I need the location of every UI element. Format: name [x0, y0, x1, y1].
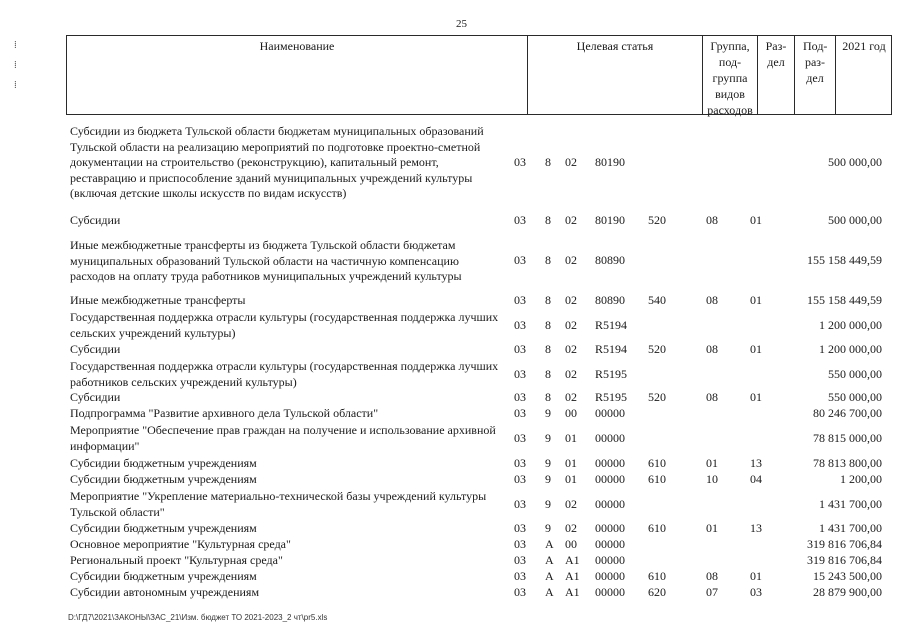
header-subsection: Под- раз- дел	[803, 39, 828, 85]
row-code-1: 03	[514, 521, 526, 535]
row-code-1: 03	[514, 155, 526, 169]
row-code-3: 00	[565, 537, 577, 551]
row-code-4: R5195	[595, 390, 628, 404]
row-amount: 28 879 900,00	[813, 585, 882, 599]
row-code-4: 80890	[595, 253, 625, 267]
row-code-1: 03	[514, 537, 526, 551]
header-group: Группа, под- группа видов расходов	[707, 39, 753, 117]
row-code-2: 9	[545, 456, 551, 470]
row-code-1: 03	[514, 569, 526, 583]
row-group: 610	[648, 569, 666, 583]
row-code-1: 03	[514, 390, 526, 404]
row-code-3: А1	[565, 585, 580, 599]
row-code-1: 03	[514, 318, 526, 332]
row-code-2: А	[545, 585, 554, 599]
row-code-1: 03	[514, 472, 526, 486]
row-code-3: 02	[565, 521, 577, 535]
row-code-4: R5194	[595, 318, 628, 332]
row-name: Мероприятие "Обеспечение прав граждан на получение и использование архивной информации"	[70, 423, 496, 453]
row-code-3: 02	[565, 253, 577, 267]
row-amount: 1 200 000,00	[819, 342, 882, 356]
row-code-3: 02	[565, 213, 577, 227]
row-code-4: 00000	[595, 521, 625, 535]
row-code-4: 00000	[595, 406, 625, 420]
row-section: 01	[706, 456, 718, 470]
row-section: 10	[706, 472, 718, 486]
row-subsection: 13	[750, 456, 762, 470]
row-group: 610	[648, 472, 666, 486]
row-code-1: 03	[514, 585, 526, 599]
row-section: 08	[706, 342, 718, 356]
row-code-2: 8	[545, 155, 551, 169]
row-group: 520	[648, 342, 666, 356]
row-amount: 1 200 000,00	[819, 318, 882, 332]
row-group: 610	[648, 521, 666, 535]
row-subsection: 13	[750, 521, 762, 535]
row-amount: 319 816 706,84	[807, 537, 882, 551]
row-amount: 155 158 449,59	[807, 293, 882, 307]
header-section: Раз- дел	[765, 39, 787, 69]
row-section: 08	[706, 213, 718, 227]
row-code-1: 03	[514, 497, 526, 511]
row-name: Субсидии	[70, 213, 121, 227]
row-name: Региональный проект "Культурная среда"	[70, 553, 283, 567]
row-code-3: 01	[565, 472, 577, 486]
row-amount: 1 431 700,00	[819, 521, 882, 535]
row-code-2: 8	[545, 293, 551, 307]
row-code-4: R5195	[595, 367, 628, 381]
row-code-4: 80190	[595, 213, 625, 227]
row-code-3: 02	[565, 367, 577, 381]
row-code-2: А	[545, 537, 554, 551]
row-code-4: 00000	[595, 497, 625, 511]
row-code-2: 8	[545, 367, 551, 381]
row-amount: 78 813 800,00	[813, 456, 882, 470]
row-name: Государственная поддержка отрасли культуры (государственная поддержка лучших сельских учреждений культуры)	[70, 310, 499, 340]
row-code-3: 02	[565, 390, 577, 404]
row-code-1: 03	[514, 293, 526, 307]
row-name: Субсидии бюджетным учреждениям	[70, 472, 257, 486]
row-amount: 319 816 706,84	[807, 553, 882, 567]
header-name: Наименование	[259, 39, 335, 53]
row-code-2: А	[545, 569, 554, 583]
row-amount: 1 431 700,00	[819, 497, 882, 511]
row-code-3: А1	[565, 553, 580, 567]
row-code-4: 00000	[595, 537, 625, 551]
row-amount: 1 200,00	[840, 472, 882, 486]
row-code-4: 00000	[595, 569, 625, 583]
row-section: 08	[706, 293, 718, 307]
row-code-4: 00000	[595, 585, 625, 599]
row-name: Подпрограмма "Развитие архивного дела Тульской области"	[70, 406, 379, 420]
row-amount: 155 158 449,59	[807, 253, 882, 267]
row-code-2: 9	[545, 431, 551, 445]
row-name: Государственная поддержка отрасли культуры (государственная поддержка лучших работников сельских учреждений культуры)	[70, 359, 499, 389]
row-name: Основное мероприятие "Культурная среда"	[70, 537, 291, 551]
row-code-4: 80890	[595, 293, 625, 307]
row-name: Субсидии бюджетным учреждениям	[70, 456, 257, 470]
file-path-footer: D:\ГД7\2021\ЗАКОНЫ\ЗАС_21\Изм. бюджет ТО 2021-2023_2 чт\pr5.xls	[68, 613, 328, 622]
row-code-4: 00000	[595, 431, 625, 445]
row-code-3: 02	[565, 318, 577, 332]
row-amount: 78 815 000,00	[813, 431, 882, 445]
row-code-3: А1	[565, 569, 580, 583]
row-amount: 500 000,00	[828, 213, 882, 227]
row-code-2: 9	[545, 406, 551, 420]
row-amount: 500 000,00	[828, 155, 882, 169]
row-code-2: 8	[545, 318, 551, 332]
row-code-2: 8	[545, 342, 551, 356]
page-number: 25	[456, 18, 467, 30]
row-amount: 15 243 500,00	[813, 569, 882, 583]
row-code-3: 02	[565, 293, 577, 307]
row-name: Иные межбюджетные трансферты	[70, 293, 246, 307]
row-name: Субсидии бюджетным учреждениям	[70, 569, 257, 583]
row-code-4: 00000	[595, 456, 625, 470]
row-code-4: 00000	[595, 472, 625, 486]
row-amount: 550 000,00	[828, 390, 882, 404]
row-code-1: 03	[514, 553, 526, 567]
row-code-4: 80190	[595, 155, 625, 169]
row-subsection: 01	[750, 569, 762, 583]
row-code-3: 02	[565, 497, 577, 511]
row-code-2: 8	[545, 213, 551, 227]
row-code-1: 03	[514, 406, 526, 420]
row-code-3: 00	[565, 406, 577, 420]
row-name: Субсидии	[70, 390, 121, 404]
row-code-1: 03	[514, 213, 526, 227]
row-name: Субсидии бюджетным учреждениям	[70, 521, 257, 535]
margin-marks: ⁞ ⁞ ⁞	[14, 40, 17, 91]
row-code-2: 9	[545, 472, 551, 486]
row-subsection: 01	[750, 293, 762, 307]
row-amount: 550 000,00	[828, 367, 882, 381]
row-subsection: 01	[750, 342, 762, 356]
row-code-2: 8	[545, 253, 551, 267]
row-code-1: 03	[514, 456, 526, 470]
row-section: 01	[706, 521, 718, 535]
row-group: 620	[648, 585, 666, 599]
row-subsection: 01	[750, 390, 762, 404]
header-year: 2021 год	[842, 39, 886, 53]
row-code-3: 02	[565, 155, 577, 169]
row-code-1: 03	[514, 431, 526, 445]
row-subsection: 04	[750, 472, 762, 486]
row-group: 520	[648, 213, 666, 227]
row-name: Субсидии автономным учреждениям	[70, 585, 260, 599]
row-group: 540	[648, 293, 666, 307]
row-name: Иные межбюджетные трансферты из бюджета Тульской области бюджетам муниципальных образований Тульской области на частичную компенсацию расходов на оплату труда работников муниципальных учреждений культуры	[70, 238, 462, 283]
row-code-2: 9	[545, 497, 551, 511]
row-code-2: 9	[545, 521, 551, 535]
row-subsection: 03	[750, 585, 762, 599]
row-section: 07	[706, 585, 718, 599]
table-header	[66, 35, 892, 115]
row-subsection: 01	[750, 213, 762, 227]
row-amount: 80 246 700,00	[813, 406, 882, 420]
row-code-1: 03	[514, 253, 526, 267]
row-code-2: 8	[545, 390, 551, 404]
row-section: 08	[706, 390, 718, 404]
row-code-4: 00000	[595, 553, 625, 567]
row-name: Мероприятие "Укрепление материально-технической базы учреждений культуры Тульской области"	[70, 489, 487, 519]
row-code-3: 02	[565, 342, 577, 356]
row-code-3: 01	[565, 431, 577, 445]
row-code-2: А	[545, 553, 554, 567]
header-target: Целевая статья	[576, 39, 654, 53]
row-code-1: 03	[514, 342, 526, 356]
row-code-3: 01	[565, 456, 577, 470]
row-group: 520	[648, 390, 666, 404]
row-section: 08	[706, 569, 718, 583]
row-group: 610	[648, 456, 666, 470]
row-name: Субсидии	[70, 342, 121, 356]
row-name: Субсидии из бюджета Тульской области бюджетам муниципальных образований Тульской области на реализацию мероприятий по подготовке проектно-сметной документации на строительство (реконструкцию), капитальный ремонт, реставрацию и приспособление зданий муниципальных учреждений культуры (включая детские школы искусств по видам искусств)	[70, 124, 484, 200]
row-code-4: R5194	[595, 342, 628, 356]
row-code-1: 03	[514, 367, 526, 381]
